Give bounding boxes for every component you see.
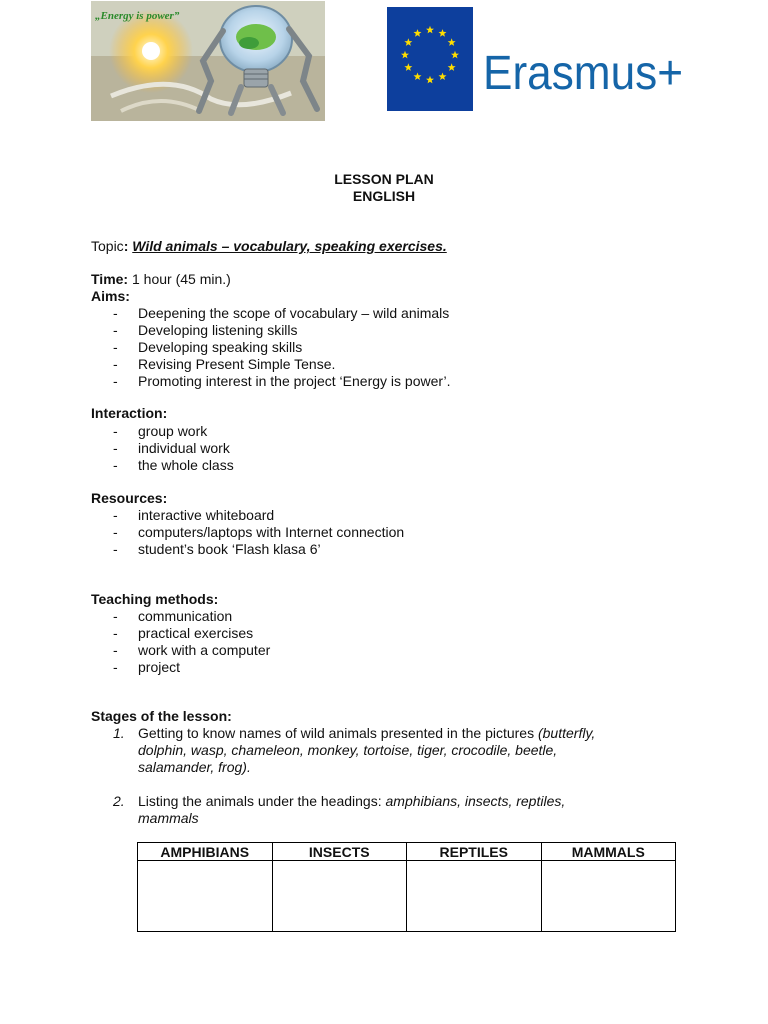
stage-2-italic: amphibians, insects, reptiles,	[385, 793, 566, 809]
resources-bullet-dash: -	[113, 541, 118, 557]
methods-bullet-dash: -	[113, 625, 118, 641]
stage-1-line-2: dolphin, wasp, chameleon, monkey, tortoise, tiger, crocodile, beetle,	[138, 742, 558, 758]
eu-star-icon	[404, 38, 412, 46]
eu-star-icon	[448, 38, 456, 46]
eu-stars	[387, 7, 473, 111]
energy-slogan: „Energy is power”	[95, 10, 180, 22]
eu-star-icon	[451, 51, 459, 59]
aims-item: Deepening the scope of vocabulary – wild animals	[138, 305, 450, 321]
resources-item: computers/laptops with Internet connection	[138, 524, 405, 540]
eu-star-icon	[439, 29, 447, 37]
aims-heading: Aims:	[91, 288, 130, 304]
teaching-methods-heading: Teaching methods:	[91, 591, 219, 607]
cell-amphibians[interactable]	[138, 861, 273, 932]
interaction-item: individual work	[138, 440, 230, 456]
methods-bullet-dash: -	[113, 659, 118, 675]
aims-bullet-dash: -	[113, 322, 118, 338]
table-row	[138, 861, 676, 932]
stage-1-italic: (butterfly,	[537, 725, 596, 741]
methods-item: work with a computer	[138, 642, 271, 658]
cell-insects[interactable]	[272, 861, 407, 932]
interaction-bullet-dash: -	[113, 457, 118, 473]
eu-star-icon	[401, 51, 409, 59]
eu-star-icon	[414, 29, 422, 37]
methods-item: project	[138, 659, 181, 675]
time-label: Time:	[91, 271, 129, 287]
interaction-heading: Interaction:	[91, 405, 168, 421]
interaction-bullet-dash: -	[113, 423, 118, 439]
stage-2-line-2: mammals	[138, 810, 199, 826]
topic-value: Wild animals – vocabulary, speaking exercises.	[132, 238, 447, 254]
aims-bullet-dash: -	[113, 373, 118, 389]
document-subtitle: ENGLISH	[352, 188, 416, 204]
stage-1-text: Getting to know names of wild animals presented in the pictures	[138, 725, 538, 741]
methods-item: communication	[138, 608, 233, 624]
eu-star-icon	[439, 72, 447, 80]
methods-item: practical exercises	[138, 625, 254, 641]
column-header-mammals: MAMMALS	[541, 843, 676, 861]
table-header-row	[138, 843, 676, 861]
stages-heading: Stages of the lesson:	[91, 708, 232, 724]
column-header-reptiles: REPTILES	[407, 843, 542, 861]
resources-item: student’s book ‘Flash klasa 6’	[138, 541, 321, 557]
eu-star-icon	[448, 63, 456, 71]
stage-1-number: 1.	[113, 725, 125, 741]
cell-reptiles[interactable]	[407, 861, 542, 932]
document-title: LESSON PLAN	[334, 171, 434, 187]
aims-item: Promoting interest in the project ‘Energy is power’.	[138, 373, 451, 389]
aims-item: Revising Present Simple Tense.	[138, 356, 336, 372]
methods-bullet-dash: -	[113, 608, 118, 624]
aims-item: Developing speaking skills	[138, 339, 303, 355]
resources-heading: Resources:	[91, 490, 168, 506]
cell-mammals[interactable]	[541, 861, 676, 932]
interaction-bullet-dash: -	[113, 440, 118, 456]
eu-star-icon	[426, 26, 434, 34]
aims-bullet-dash: -	[113, 356, 118, 372]
methods-bullet-dash: -	[113, 642, 118, 658]
topic-colon: :	[123, 238, 133, 254]
column-header-amphibians: AMPHIBIANS	[138, 843, 273, 861]
erasmus-plus-logo-text: Erasmus+	[483, 47, 684, 100]
eu-star-icon	[404, 63, 412, 71]
column-header-insects: INSECTS	[272, 843, 407, 861]
stage-2-text: Listing the animals under the headings:	[138, 793, 386, 809]
resources-item: interactive whiteboard	[138, 507, 275, 523]
topic-label: Topic	[91, 238, 124, 254]
time-line	[91, 271, 231, 288]
resources-bullet-dash: -	[113, 507, 118, 523]
animal-classification-table	[137, 842, 676, 932]
aims-item: Developing listening skills	[138, 322, 298, 338]
eu-star-icon	[426, 76, 434, 84]
aims-bullet-dash: -	[113, 305, 118, 321]
stage-1-line-3: salamander, frog).	[138, 759, 251, 775]
eu-flag-icon	[387, 7, 473, 111]
eu-star-icon	[414, 72, 422, 80]
aims-bullet-dash: -	[113, 339, 118, 355]
energy-is-power-logo	[91, 1, 325, 121]
resources-bullet-dash: -	[113, 524, 118, 540]
interaction-item: the whole class	[138, 457, 234, 473]
time-value: 1 hour (45 min.)	[128, 271, 231, 287]
interaction-item: group work	[138, 423, 208, 439]
stage-2-number: 2.	[113, 793, 125, 809]
topic-line	[91, 238, 447, 255]
